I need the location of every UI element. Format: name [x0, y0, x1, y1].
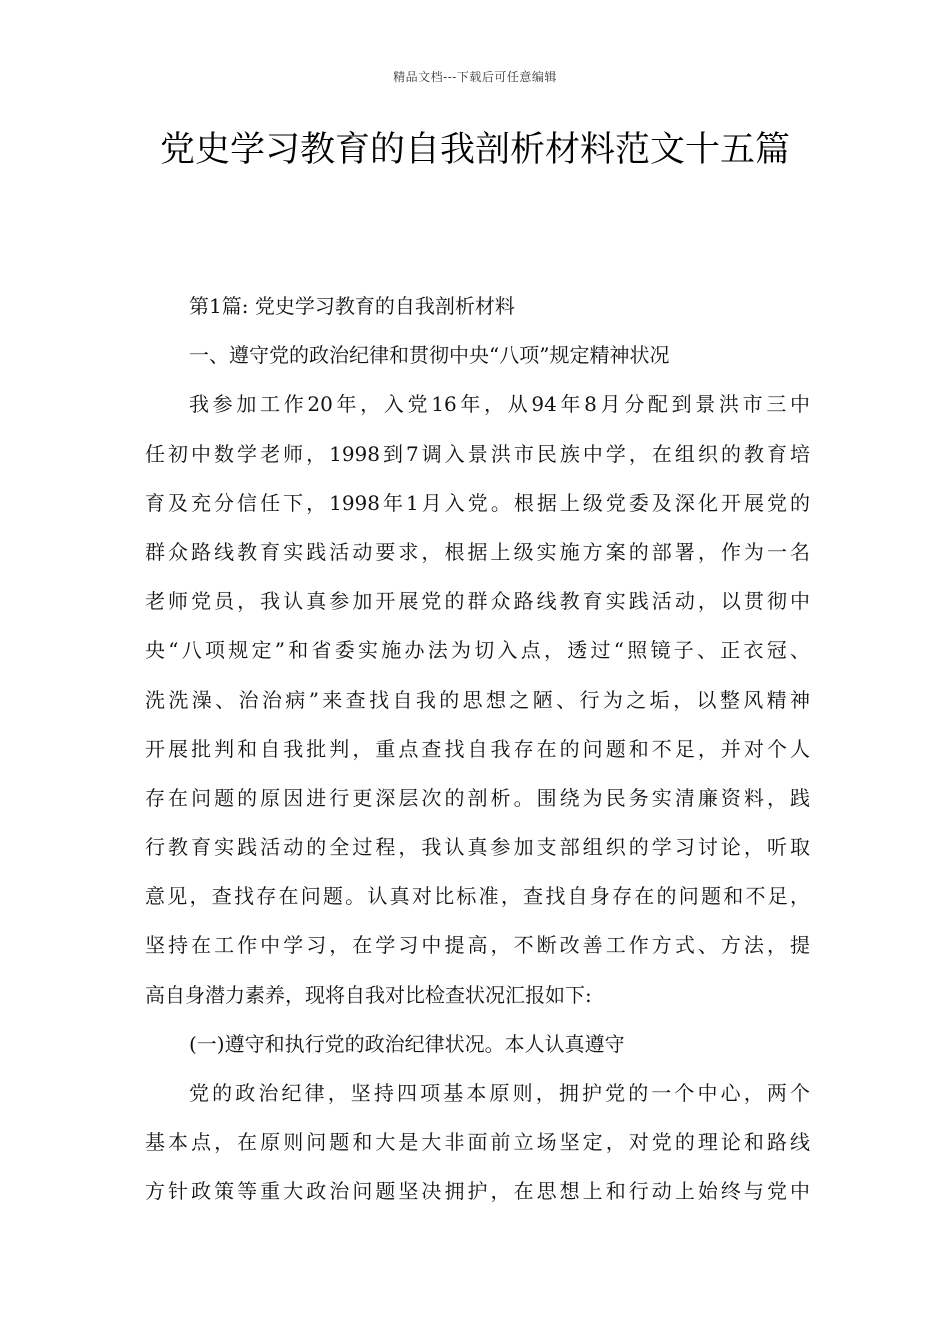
header-note: 精品文档---下载后可任意编辑: [393, 70, 557, 84]
text-line: 央“八项规定”和省委实施办法为切入点，透过“照镜子、正衣冠、: [145, 638, 810, 663]
text-line: 一、遵守党的政治纪律和贯彻中央“八项”规定精神状况: [189, 343, 670, 368]
text-line: 行教育实践活动的全过程，我认真参加支部组织的学习讨论，听取: [145, 835, 810, 860]
text-line: (一)遵守和执行党的政治纪律状况。本人认真遵守: [189, 1031, 625, 1056]
text-line: 第1篇: 党史学习教育的自我剖析材料: [189, 294, 515, 318]
text-line: 意见，查找存在问题。认真对比标准，查找自身存在的问题和不足，: [145, 884, 810, 909]
text-line: 存在问题的原因进行更深层次的剖析。围绕为民务实清廉资料，践: [145, 785, 810, 810]
text-line: 育及充分信任下，1998年1月入党。根据上级党委及深化开展党的: [145, 490, 810, 515]
text-line: 党的政治纪律，坚持四项基本原则，拥护党的一个中心，两个: [189, 1081, 810, 1105]
document-body: [145, 282, 810, 1217]
text-line: 老师党员，我认真参加开展党的群众路线教育实践活动，以贯彻中: [145, 589, 810, 614]
text-line: 高自身潜力素养，现将自我对比检查状况汇报如下:: [145, 982, 592, 1007]
text-line: 基本点，在原则问题和大是大非面前立场坚定，对党的理论和路线: [145, 1130, 810, 1155]
text-line: 开展批判和自我批判，重点查找自我存在的问题和不足，并对个人: [145, 736, 810, 761]
text-line: 任初中数学老师，1998到7调入景洪市民族中学，在组织的教育培: [145, 441, 810, 466]
text-line: 群众路线教育实践活动要求，根据上级实施方案的部署，作为一名: [145, 539, 810, 564]
text-line: 我参加工作20年，入党16年，从94年8月分配到景洪市三中: [189, 392, 810, 417]
text-line: 洗洗澡、治治病”来查找自我的思想之陋、行为之垢，以整风精神: [145, 687, 810, 712]
text-line: 方针政策等重大政治问题坚决拥护，在思想上和行动上始终与党中: [145, 1179, 810, 1204]
document-title: 党史学习教育的自我剖析材料范文十五篇: [159, 130, 790, 170]
text-line: 坚持在工作中学习，在学习中提高，不断改善工作方式、方法，提: [145, 933, 810, 958]
